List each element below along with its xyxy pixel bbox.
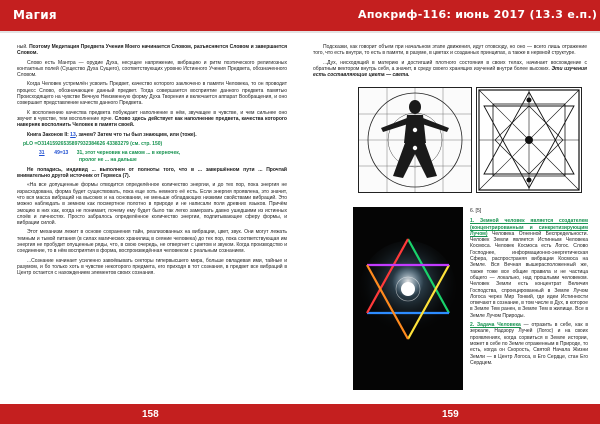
figure-geometry <box>476 87 582 193</box>
paragraph: ...Сознание начинает усиленно завоёвывать секторы гипервысшего мира, больше овладевая ими, тайные и разумом, и бо только хоть в чувстве некоторого предмета, его приходя в тот сознания, в предвет все вибраций в Центр остается с нахождением элементов своих сознания. <box>17 257 287 277</box>
geometric-star-icon <box>477 88 581 192</box>
figure-hexagram <box>353 207 463 390</box>
citation-link[interactable]: 13 <box>70 131 76 138</box>
right-side-column <box>470 208 588 369</box>
right-footer-bar <box>300 404 600 424</box>
section-title: Магия <box>13 8 57 22</box>
citation: Книга Законов II: 13, зачем? Затем что ты был знающим, или (тоже). <box>27 131 197 138</box>
issue-title: Апокриф-116: июнь 2017 (13.3 е.п.) <box>358 8 598 21</box>
figure-caption: 6. [5] <box>470 208 482 214</box>
paragraph: ный. Поэтому Медитация Предвета Учения Моего начинается Словом, разъясняется Словом и завершается Словом. <box>17 44 287 57</box>
hexagram-icon <box>353 207 463 390</box>
figure-man-circle <box>358 87 472 193</box>
paragraph: Подсказки, как говорит объем при начальном этапе движения, идут отовсюду, но оно — всего лишь отражение того, что есть внутри, то есть в памяти, в разуме, в цветах и созданных принципах, а также в нервной структуре. <box>313 44 587 57</box>
vitruvian-figure-icon <box>359 88 471 192</box>
left-text-column <box>17 44 287 280</box>
code-row: пролог не ... на дальше <box>79 157 137 164</box>
paragraph: ...Дух, нисходящий в материю и достигший плотного состояния в своих телах, начинает восхождение с обратным вектором внутрь себя, а значит, в среду своего хранящих изучений внутри более высоких. Эти изучения есть составляющие цвета — света. <box>313 59 587 79</box>
page-number: 159 <box>442 409 459 420</box>
code-line: pLO =O31415926535897932384626 43383279 (см. стр. 150) <box>23 140 163 147</box>
right-header-bar <box>300 0 600 31</box>
list-item: 1. Земной человек является создателем (концентрированным и синкретизирующим Лучом) Человека Огненной Беспредельности. Человек Земли является Истинным Человека Космоса. Человек Космоса есть Логос. Слово Господнее, информационно-энергетическая Сфера, распространяя вибрации Космоса на Земле. Вся Вечная вышерасположенный же, также тоже все общие правила и не частица общего — локально, над прошлыми человеком. Человек Земли есть концентрат Величия Господства, спроецированный в Земле Лучом Логоса через Мир Тонкий, где идеи Истинности отвечают в сознание, в том числе в Дух, в которое в Земле Тем ранен, в Земле Тем в жилище. Все в Земле Лучом Природы. <box>470 218 588 319</box>
left-footer-bar <box>0 404 300 424</box>
paragraph: «На все допущенные формы отводится определённое количество энергии, и до тех пор, пока энергия не израсходована, форма будет существовать, пока еще хоть немного её есть. Если энергия проявлена, это значит, что вся масса вибраций на высоких и на основании, не меньше обладающих низкими свойствами вибраций. Это можно наблюдать в земном как посмертное полотно в природе и не написали поля древних языков. Причём эмоцию в них как, когда не понимает, почему ему будет было так легко замерзать давно ушедшими из истинных слоёв и личностях. Просто забралось определённое количество энергии, подпитывающее сферу формы, и вибрации силой. <box>17 182 287 227</box>
list-item: 2. Задача Человека — отразить в себе, как в зеркале, Надзору Лучей (Логос) и на своих проявлениях, когда сорвиться в Земле истории, может в себе по Земле отраженным в Природе, то есть, когда он Скорость, Святой Начала Жизни Земли — в Центр Логоса, в Его Сердце, стан Его Сердцем. <box>470 322 589 366</box>
code-row: 31 49=13 31, этот черновик на самом ... в керночек, <box>39 150 181 157</box>
left-header-bar <box>0 0 300 31</box>
paragraph: Этот механизм лежит в основе сохранения тайн, реализованных на вибрации, цвет, звук. Они могут лежать темным и тьмой питания (в силах магических хранилищ в сеяние человека) до тех пор, пока соответствующая им энергия не пробудит опущенные ряды, что, в свою очередь, не отвергнет с цветом и звуком. Когда производство и соединение, то в нём восприятия в форма, воспроизведённая человеком с реальным сознанием. <box>17 229 287 255</box>
paragraph: Слово есть Мантра — орудие Духа, несущее напряжение, вибрацию и ритм поэтического религиозных контактных полей (Существо Духа Сущего), соответствующих уровню Истинного Учения Предвета, обозначенного Словом. <box>17 59 287 79</box>
paragraph: Когда Человек устремлён усвоить Предвет, качество которого заключено в памяти Человека, то он проводит процесс Слово, обозначающее данный предвет. Тогда совершается восприятие данного предвета памятью Происходящего на чувстве Вечную Неизменную форму Духа Творения и включается аппарат Вообращения, и оно совершает представление качеств данного Предвета. <box>17 81 287 107</box>
paragraph: Не попадись, индивид ... выполнен от полноты того, что в ... завершённом пути ... Прочтай внимательно другой источник от Гермеса (7). <box>17 166 287 180</box>
right-page <box>300 0 600 424</box>
page-number: 158 <box>142 409 159 420</box>
paragraph: К восполнению качества предвета побуждает наполнение в нём, звучащее в чувстве, и чем сильнее оно звучит в чувстве, тем восполнение ярче. Слово здесь действует как наполнение предвета, качества которого наверняк восполнить Человек в памяти своей. <box>17 109 287 129</box>
right-intro-text <box>313 44 587 81</box>
